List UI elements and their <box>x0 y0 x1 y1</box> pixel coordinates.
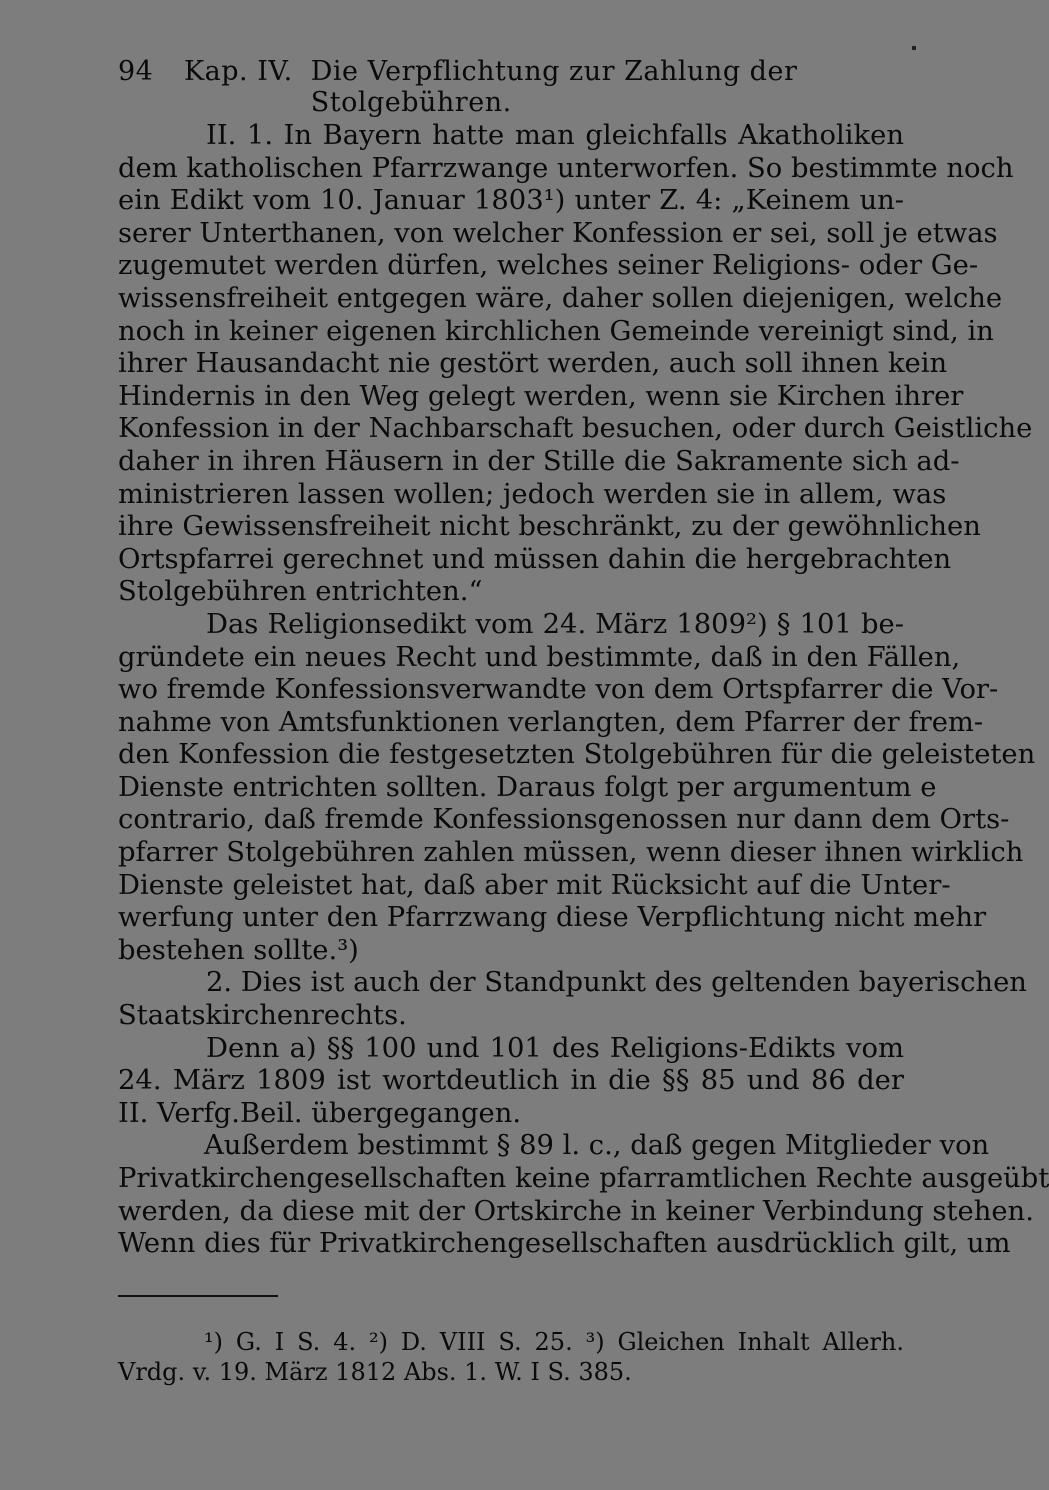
body-text <box>118 120 1049 1261</box>
footnote-line: ¹) G. I S. 4. ²) D. VIII S. 25. ³) Gleichen Inhalt Allerh. <box>204 1327 904 1356</box>
text-line: nahme von Amtsfunktionen verlangten, dem Pfarrer der frem- <box>118 706 984 738</box>
text-line: Dienste geleistet hat, daß aber mit Rücksicht auf die Unter- <box>118 869 951 901</box>
paragraph-verfassung <box>118 1033 904 1131</box>
text-line: Das Religionsedikt vom 24. März 1809²) § 101 be- <box>206 608 904 640</box>
text-line: pfarrer Stolgebühren zahlen müssen, wenn dieser ihnen wirklich <box>118 837 1024 869</box>
print-speck <box>912 46 916 50</box>
paragraph-religion-edict <box>118 608 1036 968</box>
text-line: ein Edikt vom 10. Januar 1803¹) unter Z. 4: „Keinem un- <box>118 185 904 217</box>
text-line: ihrer Hausandacht nie gestört werden, auch soll ihnen kein <box>118 348 948 380</box>
paragraph-private-churches <box>118 1130 1049 1260</box>
text-line: ihre Gewissensfreiheit nicht beschränkt, zu der gewöhnlichen <box>118 511 981 543</box>
text-line: werfung unter den Pfarrzwang diese Verpflichtung nicht mehr <box>118 902 987 934</box>
text-line: Konfession in der Nachbarschaft besuchen, oder durch Geistliche <box>118 413 1033 445</box>
paragraph-bavaria-edict <box>118 120 1033 609</box>
text-line: gründete ein neues Recht und bestimmte, daß in den Fällen, <box>118 641 961 673</box>
text-line: Hindernis in den Weg gelegt werden, wenn sie Kirchen ihrer <box>118 380 964 412</box>
text-line: noch in keiner eigenen kirchlichen Gemeinde vereinigt sind, in <box>118 315 994 347</box>
text-line: II. 1. In Bayern hatte man gleichfalls Akatholiken <box>206 120 904 151</box>
text-line: Denn a) §§ 100 und 101 des Religions-Edikts vom <box>206 1032 904 1064</box>
text-line: Dienste entrichten sollten. Daraus folgt per argumentum e <box>118 771 937 803</box>
text-line: contrario, daß fremde Konfessionsgenossen nur dann dem Orts- <box>118 804 1010 836</box>
running-header <box>118 56 904 118</box>
text-line: Privatkirchengesellschaften keine pfarramtlichen Rechte ausgeübt <box>118 1163 1049 1194</box>
text-line: ministrieren lassen wollen; jedoch werden sie in allem, was <box>118 478 947 510</box>
text-line: serer Unterthanen, von welcher Konfession er sei, soll je etwas <box>118 217 998 249</box>
text-line: Stolgebühren entrichten.“ <box>118 576 483 608</box>
footnote-divider <box>118 1295 278 1297</box>
text-line: zugemutet werden dürfen, welches seiner Religions- oder Ge- <box>118 250 979 282</box>
text-line: 24. März 1809 ist wortdeutlich in die §§ 85 und 86 der <box>118 1065 904 1097</box>
footnote-line: Vrdg. v. 19. März 1812 Abs. 1. W. I S. 385. <box>118 1357 632 1386</box>
text-line: bestehen sollte.³) <box>118 934 359 966</box>
paragraph-standpoint <box>118 967 1027 1032</box>
text-line: Wenn dies für Privatkirchengesellschaften ausdrücklich gilt, um <box>118 1228 1011 1260</box>
text-line: Ortspfarrei gerechnet und müssen dahin die hergebrachten <box>118 543 952 575</box>
chapter-title: Die Verpflichtung zur Zahlung der Stolgebühren. <box>310 56 798 118</box>
text-line: II. Verfg.Beil. übergegangen. <box>118 1097 522 1129</box>
text-line: Staatskirchenrechts. <box>118 1000 407 1032</box>
book-page <box>118 56 1049 1387</box>
text-line: Außerdem bestimmt § 89 l. c., daß gegen Mitglieder von <box>204 1130 990 1162</box>
text-line: dem katholischen Pfarrzwange unterworfen. So bestimmte noch <box>118 152 1014 184</box>
footnotes <box>118 1327 904 1387</box>
text-line: den Konfession die festgesetzten Stolgebühren für die geleisteten <box>118 739 1036 771</box>
text-line: wo fremde Konfessionsverwandte von dem Ortspfarrer die Vor- <box>118 674 999 706</box>
text-line: wissensfreiheit entgegen wäre, daher sollen diejenigen, welche <box>118 282 1003 314</box>
text-line: werden, da diese mit der Ortskirche in keiner Verbindung stehen. <box>118 1195 1034 1227</box>
page-number: 94 <box>118 56 154 87</box>
chapter-label: Kap. IV. <box>184 56 293 87</box>
text-line: daher in ihren Häusern in der Stille die Sakramente sich ad- <box>118 445 960 477</box>
text-line: 2. Dies ist auch der Standpunkt des geltenden bayerischen <box>206 967 1027 999</box>
